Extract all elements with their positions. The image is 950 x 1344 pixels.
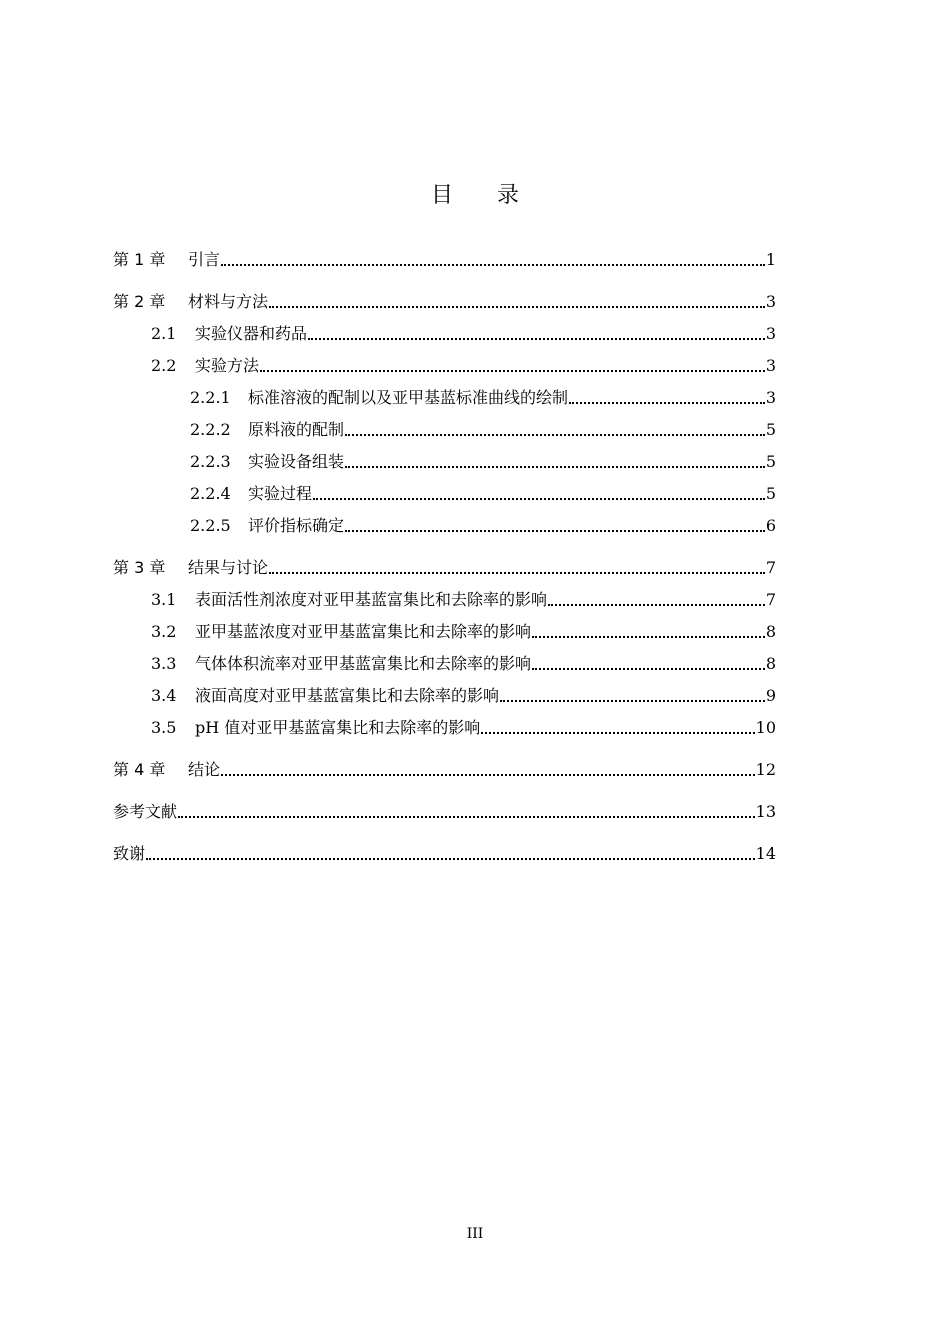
- toc-entry-number: 2.2: [151, 356, 177, 375]
- toc-entry-number: 2.2.3: [190, 452, 231, 471]
- toc-entry[interactable]: [113, 446, 776, 478]
- toc-entry-page: 8: [765, 654, 776, 673]
- toc-entry[interactable]: [113, 414, 776, 446]
- toc-entry-page: 13: [755, 802, 776, 821]
- toc-entry-page: 1: [765, 250, 776, 269]
- page-title: 目 录: [430, 183, 519, 208]
- toc-entry[interactable]: [113, 318, 776, 350]
- toc-entry[interactable]: [113, 712, 776, 744]
- toc-entry-title: pH 值对亚甲基蓝富集比和去除率的影响: [195, 718, 481, 737]
- dot-leader: [221, 264, 765, 266]
- toc-entry-number: 3.4: [151, 686, 177, 705]
- toc-entry-number: 2.2.4: [190, 484, 231, 503]
- dot-leader: [308, 338, 765, 340]
- dot-leader: [178, 816, 755, 818]
- toc-entry-title: 参考文献: [113, 802, 178, 821]
- toc-entry-page: 9: [765, 686, 776, 705]
- toc-entry-title: 材料与方法: [188, 292, 269, 311]
- toc-entry-page: 7: [765, 558, 776, 577]
- toc-entry-title: 结论: [188, 760, 221, 779]
- dot-leader: [548, 604, 765, 606]
- toc-entry[interactable]: [113, 838, 776, 870]
- toc-entry-title: 实验设备组装: [248, 452, 345, 471]
- page-number-footer: III: [466, 1226, 484, 1242]
- toc-entry-page: 6: [765, 516, 776, 535]
- toc-entry-title: 实验过程: [248, 484, 313, 503]
- toc-entry[interactable]: [113, 796, 776, 828]
- toc-entry-title: 标准溶液的配制以及亚甲基蓝标准曲线的绘制: [248, 388, 569, 407]
- toc-entry-title: 实验仪器和药品: [195, 324, 308, 343]
- toc-entry-title: 致谢: [113, 844, 146, 863]
- toc-entry-number: 3.2: [151, 622, 177, 641]
- toc-entry-number: 2.2.2: [190, 420, 231, 439]
- toc-entry[interactable]: [113, 552, 776, 584]
- dot-leader: [345, 434, 765, 436]
- toc-entry-title: 液面高度对亚甲基蓝富集比和去除率的影响: [195, 686, 500, 705]
- toc-entry-number: 2.1: [151, 324, 177, 343]
- toc-entry-page: 8: [765, 622, 776, 641]
- toc-entry-title: 表面活性剂浓度对亚甲基蓝富集比和去除率的影响: [195, 590, 548, 609]
- toc-entry[interactable]: [113, 286, 776, 318]
- toc-entry-number: 3.3: [151, 654, 177, 673]
- dot-leader: [269, 306, 765, 308]
- toc-entry[interactable]: [113, 510, 776, 542]
- toc-entry-page: 3: [765, 292, 776, 311]
- toc-entry-page: 5: [765, 452, 776, 471]
- toc-entry-page: 10: [755, 718, 776, 737]
- table-of-contents: [113, 244, 776, 870]
- toc-entry-number: 3.5: [151, 718, 177, 737]
- dot-leader: [532, 636, 765, 638]
- toc-entry-page: 5: [765, 420, 776, 439]
- toc-entry-page: 3: [765, 388, 776, 407]
- toc-entry-title: 原料液的配制: [248, 420, 345, 439]
- toc-entry-title: 亚甲基蓝浓度对亚甲基蓝富集比和去除率的影响: [195, 622, 532, 641]
- toc-entry-title: 实验方法: [195, 356, 260, 375]
- toc-entry-page: 3: [765, 356, 776, 375]
- dot-leader: [481, 732, 754, 734]
- toc-entry-number: 2.2.1: [190, 388, 231, 407]
- toc-entry[interactable]: [113, 350, 776, 382]
- dot-leader: [569, 402, 765, 404]
- dot-leader: [345, 530, 765, 532]
- dot-leader: [500, 700, 765, 702]
- toc-entry[interactable]: [113, 648, 776, 680]
- toc-entry-page: 12: [755, 760, 776, 779]
- toc-entry-title: 评价指标确定: [248, 516, 345, 535]
- toc-entry[interactable]: [113, 382, 776, 414]
- dot-leader: [221, 774, 755, 776]
- toc-entry[interactable]: [113, 754, 776, 786]
- dot-leader: [269, 572, 765, 574]
- toc-entry-number: 3.1: [151, 590, 177, 609]
- toc-entry-page: 5: [765, 484, 776, 503]
- toc-entry-number: 第 2 章: [113, 292, 166, 311]
- toc-entry[interactable]: [113, 584, 776, 616]
- toc-entry[interactable]: [113, 244, 776, 276]
- toc-entry[interactable]: [113, 680, 776, 712]
- dot-leader: [260, 370, 765, 372]
- toc-entry-number: 第 3 章: [113, 558, 166, 577]
- toc-entry[interactable]: [113, 616, 776, 648]
- toc-entry-title: 引言: [188, 250, 221, 269]
- toc-entry-number: 第 4 章: [113, 760, 166, 779]
- toc-entry-page: 7: [765, 590, 776, 609]
- dot-leader: [313, 498, 765, 500]
- toc-entry-title: 结果与讨论: [188, 558, 269, 577]
- toc-entry-page: 3: [765, 324, 776, 343]
- dot-leader: [146, 858, 755, 860]
- toc-entry-number: 第 1 章: [113, 250, 166, 269]
- toc-entry-number: 2.2.5: [190, 516, 231, 535]
- dot-leader: [345, 466, 765, 468]
- dot-leader: [532, 668, 765, 670]
- toc-entry-title: 气体体积流率对亚甲基蓝富集比和去除率的影响: [195, 654, 532, 673]
- toc-entry[interactable]: [113, 478, 776, 510]
- toc-entry-page: 14: [755, 844, 776, 863]
